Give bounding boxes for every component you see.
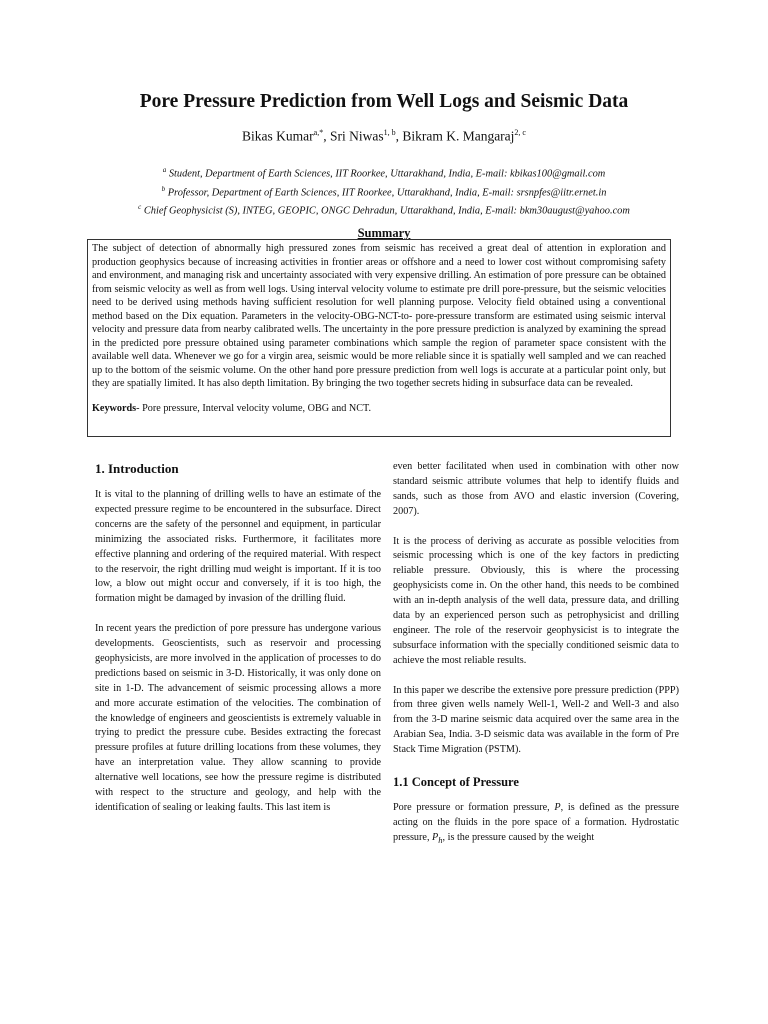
keywords xyxy=(92,403,666,414)
section-heading-introduction: 1. Introduction xyxy=(95,461,179,476)
keywords-text: - Pore pressure, Interval velocity volume, OBG and NCT. xyxy=(136,402,372,414)
author-name: Sri Niwas xyxy=(329,128,384,144)
paragraph: even better facilitated when used in combination with other now standard seismic attribute volumes that help to identify fluids and sands, such as those from AVO and elastic inversion (Covering, 2007). xyxy=(393,461,679,517)
paragraph: It is vital to the planning of drilling wells to have an estimate of the expected pressure regime to be encountered in the subsurface. Direct concerns are the safety of the personnel and equipment, in particular minimizing the associated risks. Furthermore, it facilitates more effective planning and ordering of the required material. With respect to the reservoir, the right drilling mud weight is important. If it is too low, a blow out might occur and conversely, if it is too high, the formation might be damaged by invasion of the drilling fluid. xyxy=(95,489,381,605)
affiliation xyxy=(0,182,768,201)
variable: P xyxy=(554,801,561,813)
affiliation-mark: b xyxy=(161,184,166,193)
author-name: Bikram K. Mangaraj xyxy=(402,128,515,144)
affiliation xyxy=(0,200,768,219)
variable-subscript: h xyxy=(438,834,443,845)
affiliation-mark: a xyxy=(162,166,167,174)
left-column xyxy=(95,460,381,831)
affiliation-text: Chief Geophysicist (S), INTEG, GEOPIC, ONGC Dehradun, Uttarakhand, India, E-mail: bkm30august@yahoo.com xyxy=(143,205,630,217)
affiliation-mark: c xyxy=(138,203,142,212)
affiliation-text: Student, Department of Earth Sciences, IIT Roorkee, Uttarakhand, India, E-mail: kbikas100@gmail.com xyxy=(168,168,606,180)
paragraph: It is the process of deriving as accurate as possible velocities from seismic processing which is one of the key factors in predicting reliable pressure. Obviously, this is where the processing geophysicists come in. On the other hand, this needs to be combined with an in-depth analysis of the well data, pressure data, and drilling data by an experienced person such as petrophysicist and drilling engineer. The role of the reservoir geophysicist is to integrate the subsurface information with the specially conditioned seismic data to achieve the most reliable results. xyxy=(393,535,679,666)
paragraph: In recent years the prediction of pore pressure has undergone various developments. Geoscientists, such as reservoir and processing geophysicists, are more involved in the application of processes to do predictions based on seismic in 3-D. Historically, it was only done on site in 1-D. The advancement of seismic processing allows a more and more accurate estimation of the velocities. The combination of the knowledge of engineers and geoscientists is extremely valuable in trying to predict the pressure cube. Besides extracting the forecast pressure profiles at future drilling locations from these volumes, they have an interpretation value. They allow scanning to provide alternative well locations, see how the pressure regime is distributed with respect to the structure and geology, and help with the identification of sealing or leaking faults. This last item is xyxy=(95,623,381,814)
section-heading-concept-of-pressure: 1.1 Concept of Pressure xyxy=(393,774,519,789)
right-column xyxy=(393,460,679,863)
affiliation-text: Professor, Department of Earth Sciences, IIT Roorkee, Uttarakhand, India, E-mail: srsnpfes@iitr.ernet.in xyxy=(167,187,607,199)
author-mark: 1, b xyxy=(383,128,396,137)
author-mark: a,* xyxy=(313,128,324,137)
affiliation-list xyxy=(0,163,768,219)
variable: P xyxy=(432,831,439,843)
keywords-label: Keywords xyxy=(92,402,137,414)
summary-text: The subject of detection of abnormally high pressured zones from seismic has received a great deal of attention in exploration and production geophysics because of increasing activities in frontier areas or offshore and a need to lower cost without compromising safety and environment, and managing risk and uncertainty associated with very expensive drilling. An estimation of pore pressure can be obtained from seismic velocity as well as from well logs. Using interval velocity volume to estimate pre drill pore-pressure, but the seismic velocities need to be derived using methods having sufficient resolution for well planning purpose. Velocity field obtained using a conventional method based on the Dix equation. Parameters in the velocity-OBG-NCT-to- pore-pressure transform are estimated using seismic interval velocity and pressure data from nearby calibrated wells. The uncertainty in the pore pressure prediction is analyzed by examining the spread in the predicted pore pressure obtained using parameter combinations which sample the region of parameter space consistent with the available well data. Whenever we go for a virgin area, seismic would be more reliable since it is spatially well sampled and we can reached up to the bottom of the seismic volume. On the other hand pore pressure prediction from well logs is accurate at a particular point only, but they are spatially limited. It has also depth limitation. By bringing the two together secrets hiding in subsurface data can be revealed. xyxy=(92,243,666,389)
affiliation xyxy=(0,163,768,182)
author-mark: 2, c xyxy=(514,128,526,137)
text-run: , is defined as the pressure acting on the fluids in the pore space of a formation. Hydrostatic pressure, xyxy=(393,801,679,843)
text-run: , is the pressure caused by the weight xyxy=(442,831,595,843)
paragraph xyxy=(393,801,679,848)
summary-box xyxy=(87,239,671,437)
text-run: Pore pressure or formation pressure, xyxy=(393,801,555,813)
paper-title: Pore Pressure Prediction from Well Logs and Seismic Data xyxy=(139,91,629,112)
summary-heading: Summary xyxy=(357,226,411,240)
author-name: Bikas Kumar xyxy=(242,128,314,144)
author-list: Bikas Kumar$^{a,*}$, Sri Niwas$^{1, b}$, Bikram K. Mangaraj$^{2, c}$ xyxy=(242,128,526,144)
paragraph: In this paper we describe the extensive pore pressure prediction (PPP) from three given wells namely Well-1, Well-2 and Well-3 and also from the 3-D marine seismic data acquired over the same area in the Arabian Sea, India. 3-D seismic data was available in the form of Pre Stack Time Migration (PSTM). xyxy=(393,684,679,756)
